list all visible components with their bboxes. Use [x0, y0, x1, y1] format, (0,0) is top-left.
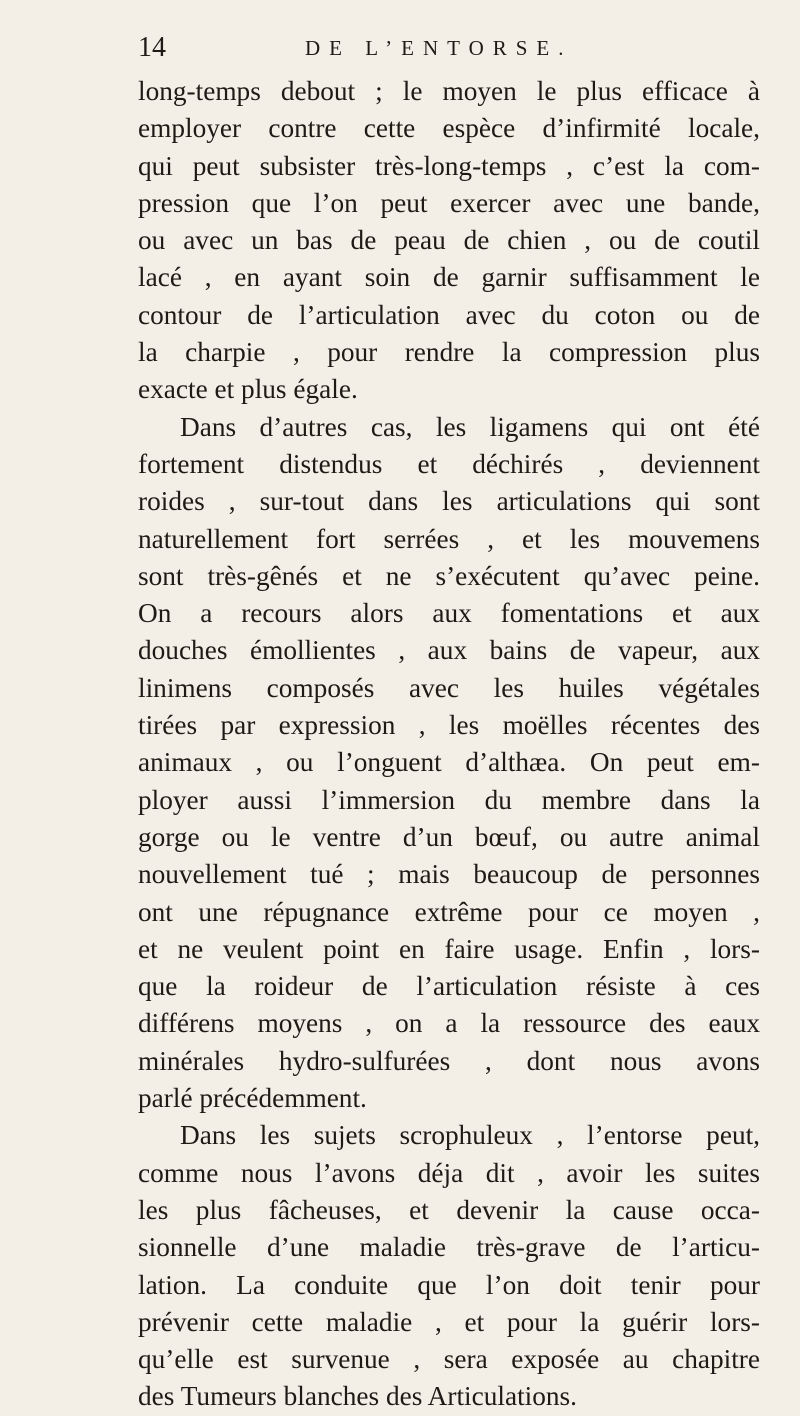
text-line: différens moyens , on a la ressource des eaux	[138, 1008, 760, 1039]
text-line: ont une répugnance extrême pour ce moyen ,	[138, 896, 760, 927]
paragraph-end-line: des Tumeurs blanches des Articulations.	[138, 1381, 577, 1412]
page-header	[138, 30, 778, 70]
page-number: 14	[138, 32, 166, 63]
paragraph-start-line: Dans les sujets scrophuleux , l’entorse peut,	[180, 1120, 760, 1151]
paragraph-start-line: Dans d’autres cas, les ligamens qui ont été	[180, 411, 760, 442]
text-line: lacé , en ayant soin de garnir suffisamment le	[138, 262, 760, 293]
text-line: qui peut subsister très-long-temps , c’est la com-	[138, 150, 760, 181]
text-line: ou avec un bas de peau de chien , ou de coutil	[138, 225, 760, 256]
text-line: nouvellement tué ; mais beaucoup de personnes	[138, 859, 760, 890]
text-line: contour de l’articulation avec du coton ou de	[138, 299, 760, 330]
text-line: qu’elle est survenue , sera exposée au chapitre	[138, 1344, 760, 1375]
text-line: fortement distendus et déchirés , deviennent	[138, 448, 760, 479]
paragraph-end-line: exacte et plus égale.	[138, 374, 358, 405]
text-line: lation. La conduite que l’on doit tenir pour	[138, 1269, 760, 1300]
text-line: sionnelle d’une maladie très-grave de l’articu-	[138, 1232, 760, 1263]
text-line: la charpie , pour rendre la compression plus	[138, 337, 760, 368]
text-line: et ne veulent point en faire usage. Enfin , lors-	[138, 933, 760, 964]
text-line: douches émollientes , aux bains de vapeur, aux	[138, 635, 760, 666]
text-line: les plus fâcheuses, et devenir la cause occa-	[138, 1194, 760, 1225]
text-line: On a recours alors aux fomentations et aux	[138, 598, 760, 629]
text-line: comme nous l’avons déja dit , avoir les suites	[138, 1157, 760, 1188]
text-line: pression que l’on peut exercer avec une bande,	[138, 187, 760, 218]
running-head: DE L’ENTORSE.	[305, 36, 573, 60]
text-line: roides , sur-tout dans les articulations qui sont	[138, 486, 760, 517]
text-line: ployer aussi l’immersion du membre dans la	[138, 784, 760, 815]
body-text	[138, 73, 760, 1416]
text-line: minérales hydro-sulfurées , dont nous avons	[138, 1045, 760, 1076]
text-line: linimens composés avec les huiles végétales	[138, 672, 760, 703]
text-line: sont très-gênés et ne s’exécutent qu’avec peine.	[138, 560, 760, 591]
text-line: que la roideur de l’articulation résiste à ces	[138, 971, 760, 1002]
text-line: long-temps debout ; le moyen le plus efficace à	[138, 76, 760, 106]
text-line: employer contre cette espèce d’infirmité locale,	[138, 113, 760, 144]
text-line: naturellement fort serrées , et les mouvemens	[138, 523, 760, 554]
text-line: animaux , ou l’onguent d’althæa. On peut em-	[138, 747, 760, 778]
text-line: tirées par expression , les moëlles récentes des	[138, 710, 760, 741]
paragraph-end-line: parlé précédemment.	[138, 1083, 367, 1114]
text-line: prévenir cette maladie , et pour la guérir lors-	[138, 1306, 760, 1337]
text-line: gorge ou le ventre d’un bœuf, ou autre animal	[138, 821, 760, 852]
